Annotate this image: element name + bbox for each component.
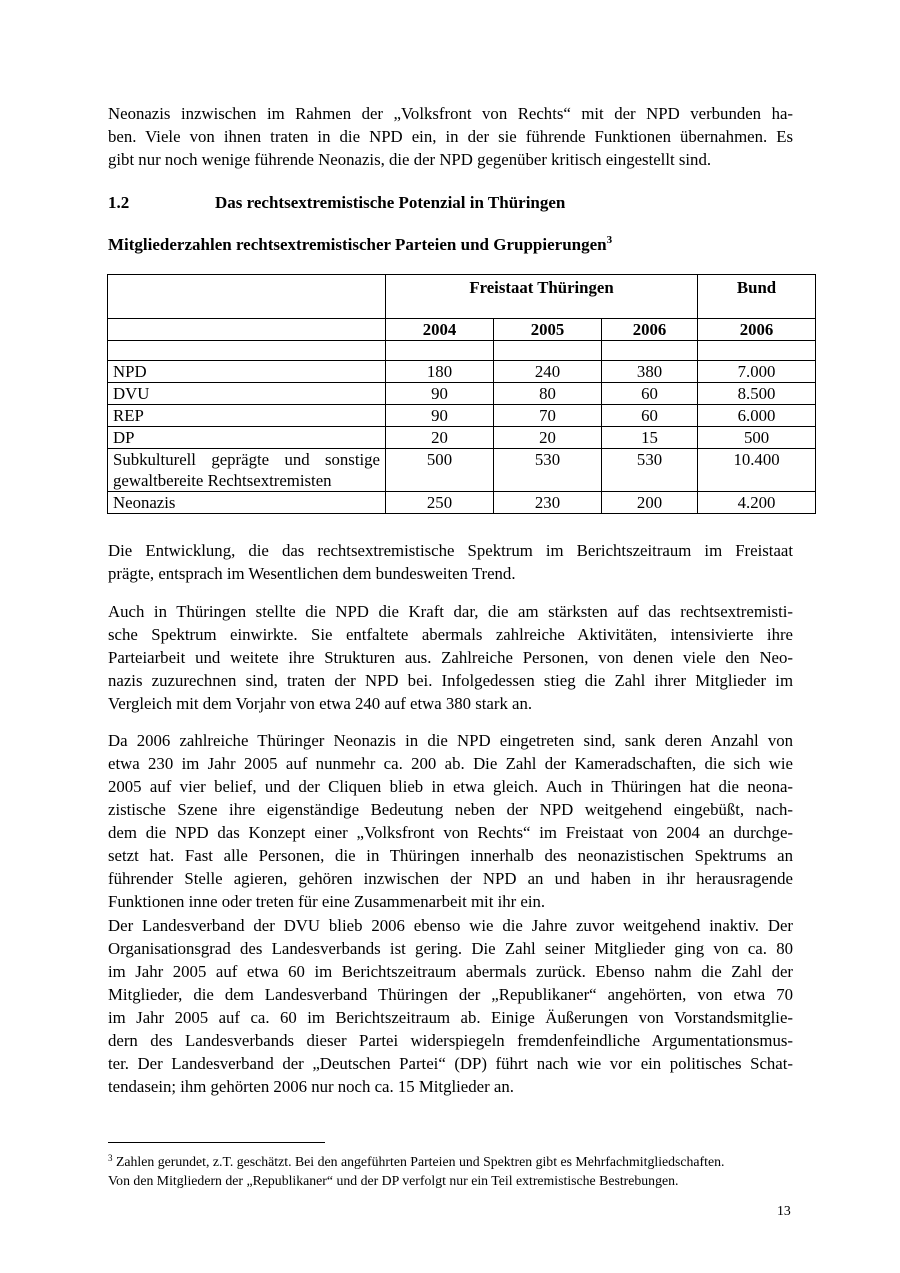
footnote-line xyxy=(108,1152,808,1171)
text-line: setzt hat. Fast alle Personen, die in Thüringen innerhalb des neonazistischen Spektrums an xyxy=(108,846,793,865)
year-header: 2004 xyxy=(386,319,494,341)
footnote xyxy=(108,1152,808,1190)
text-line: Auch in Thüringen stellte die NPD die Kraft dar, die am stärksten auf das rechtsextremisti- xyxy=(108,602,793,621)
text-line: Parteiarbeit und weitete ihre Strukturen aus. Zahlreiche Personen, von denen viele den Neo- xyxy=(108,648,793,667)
paragraph-1 xyxy=(108,539,793,585)
cell-value: 20 xyxy=(494,427,602,449)
cell-value: 500 xyxy=(698,427,816,449)
footnote-ref: 3 xyxy=(606,234,613,246)
cell-value: 90 xyxy=(386,383,494,405)
row-label-line: Subkulturell geprägte und sonstige xyxy=(113,450,380,469)
cell-value: 20 xyxy=(386,427,494,449)
cell-value: 90 xyxy=(386,405,494,427)
row-label: REP xyxy=(108,405,386,427)
text-line: sche Spektrum einwirkte. Sie entfaltete abermals zahlreiche Aktivitäten, intensivierte ihre xyxy=(108,625,793,644)
footnote-divider xyxy=(108,1142,325,1143)
year-header: 2006 xyxy=(698,319,816,341)
cell-value: 380 xyxy=(602,361,698,383)
row-label-line: gewaltbereite Rechtsextremisten xyxy=(113,471,332,490)
text-line: Organisationsgrad des Landesverbands ist gering. Die Zahl seiner Mitglieder ging von ca. 80 xyxy=(108,939,793,958)
text-line: etwa 230 im Jahr 2005 auf nunmehr ca. 200 ab. Die Zahl der Kameradschaften, die sich wie xyxy=(108,754,793,773)
text-line: dem die NPD das Konzept einer „Volksfront von Rechts“ im Freistaat von 2004 an durchge- xyxy=(108,823,793,842)
cell-value: 240 xyxy=(494,361,602,383)
table-row xyxy=(108,405,816,427)
text-line: zistische Szene ihre eigenständige Bedeutung neben der NPD weitgehend eingebüßt, nach- xyxy=(108,800,793,819)
cell-value: 60 xyxy=(602,383,698,405)
cell-value: 10.400 xyxy=(698,449,816,492)
cell-value: 500 xyxy=(386,449,494,492)
table-heading xyxy=(108,233,612,256)
cell-value: 530 xyxy=(602,449,698,492)
text-line: gibt nur noch wenige führende Neonazis, die der NPD gegenüber kritisch eingestellt sind. xyxy=(108,150,712,169)
cell-value: 200 xyxy=(602,492,698,514)
text-line: Funktionen inne oder treten für eine Zusammenarbeit mit ihr ein. xyxy=(108,892,546,911)
cell-value: 250 xyxy=(386,492,494,514)
text-line: tendasein; ihm gehörten 2006 nur noch ca. 15 Mitglieder an. xyxy=(108,1077,514,1096)
section-number: 1.2 xyxy=(108,193,130,212)
paragraph-4 xyxy=(108,914,793,1098)
cell-value: 15 xyxy=(602,427,698,449)
cell-value: 60 xyxy=(602,405,698,427)
cell-value: 8.500 xyxy=(698,383,816,405)
header-freistaat: Freistaat Thüringen xyxy=(386,275,698,319)
footnote-number: 3 xyxy=(108,1153,113,1163)
table-spacer-row xyxy=(108,341,816,361)
table-row xyxy=(108,383,816,405)
section-title: Das rechtsextremistische Potenzial in Thüringen xyxy=(215,193,566,212)
text-line: Der Landesverband der DVU blieb 2006 ebenso wie die Jahre zuvor weitgehend inaktiv. Der xyxy=(108,916,793,935)
table-row xyxy=(108,427,816,449)
text-line: dern des Landesverbands dieser Partei widerspiegeln fremdenfeindliche Argumentationsmus- xyxy=(108,1031,793,1050)
footnote-text: Zahlen gerundet, z.T. geschätzt. Bei den angeführten Parteien und Spektren gibt es Mehrfachmitgliedschaften. xyxy=(115,1154,725,1169)
text-line: im Jahr 2005 auf etwa 60 im Berichtszeitraum abermals zurück. Ebenso nahm die Zahl der xyxy=(108,962,793,981)
intro-paragraph xyxy=(108,102,793,171)
footnote-line: Von den Mitgliedern der „Republikaner“ und der DP verfolgt nur ein Teil extremistische Bestrebungen. xyxy=(108,1173,679,1188)
table-year-row xyxy=(108,319,816,341)
text-line: Mitglieder, die dem Landesverband Thüringen der „Republikaner“ angehörten, von etwa 70 xyxy=(108,985,793,1004)
text-line: ter. Der Landesverband der „Deutschen Partei“ (DP) führt nach wie vor ein politisches Schat- xyxy=(108,1054,793,1073)
page-number: 13 xyxy=(777,1203,791,1218)
row-label xyxy=(108,449,386,492)
table-row xyxy=(108,449,816,492)
paragraph-3 xyxy=(108,729,793,913)
text-line: prägte, entsprach im Wesentlichen dem bundesweiten Trend. xyxy=(108,564,516,583)
text-line: Neonazis inzwischen im Rahmen der „Volksfront von Rechts“ mit der NPD verbunden ha- xyxy=(108,104,793,123)
row-label: DVU xyxy=(108,383,386,405)
cell-value: 6.000 xyxy=(698,405,816,427)
text-line: Die Entwicklung, die das rechtsextremistische Spektrum im Berichtszeitraum im Freistaat xyxy=(108,541,793,560)
year-header: 2005 xyxy=(494,319,602,341)
text-line: Vergleich mit dem Vorjahr von etwa 240 auf etwa 380 stark an. xyxy=(108,694,533,713)
header-bund: Bund xyxy=(698,275,816,319)
table-group-header-row xyxy=(108,275,816,319)
table-row xyxy=(108,361,816,383)
cell-value: 7.000 xyxy=(698,361,816,383)
text-line: 2005 auf vier belief, und der Cliquen blieb in etwa gleich. Auch in Thüringen hat die neona- xyxy=(108,777,793,796)
table-row xyxy=(108,492,816,514)
text-line: nazis zuzurechnen sind, traten der NPD bei. Infolgedessen stieg die Zahl ihrer Mitglieder im xyxy=(108,671,793,690)
cell-value: 80 xyxy=(494,383,602,405)
row-label: DP xyxy=(108,427,386,449)
cell-value: 4.200 xyxy=(698,492,816,514)
row-label: Neonazis xyxy=(108,492,386,514)
text-line: führender Stelle agieren, gehören inzwischen der NPD an und haben in ihr herausragende xyxy=(108,869,793,888)
year-header: 2006 xyxy=(602,319,698,341)
text-line: im Jahr 2005 auf ca. 60 im Berichtszeitraum ab. Einige Äußerungen von Vorstandsmitglie- xyxy=(108,1008,793,1027)
row-label: NPD xyxy=(108,361,386,383)
cell-value: 180 xyxy=(386,361,494,383)
cell-value: 230 xyxy=(494,492,602,514)
text-line: ben. Viele von ihnen traten in die NPD ein, in der sie führende Funktionen übernahmen. Es xyxy=(108,127,793,146)
paragraph-2 xyxy=(108,600,793,715)
text-line: Da 2006 zahlreiche Thüringer Neonazis in die NPD eingetreten sind, sank deren Anzahl von xyxy=(108,731,793,750)
membership-table xyxy=(107,274,816,514)
cell-value: 530 xyxy=(494,449,602,492)
table-corner-cell xyxy=(108,275,386,319)
table-year-label-cell xyxy=(108,319,386,341)
table-heading-text: Mitgliederzahlen rechtsextremistischer Parteien und Gruppierungen xyxy=(108,235,607,254)
cell-value: 70 xyxy=(494,405,602,427)
